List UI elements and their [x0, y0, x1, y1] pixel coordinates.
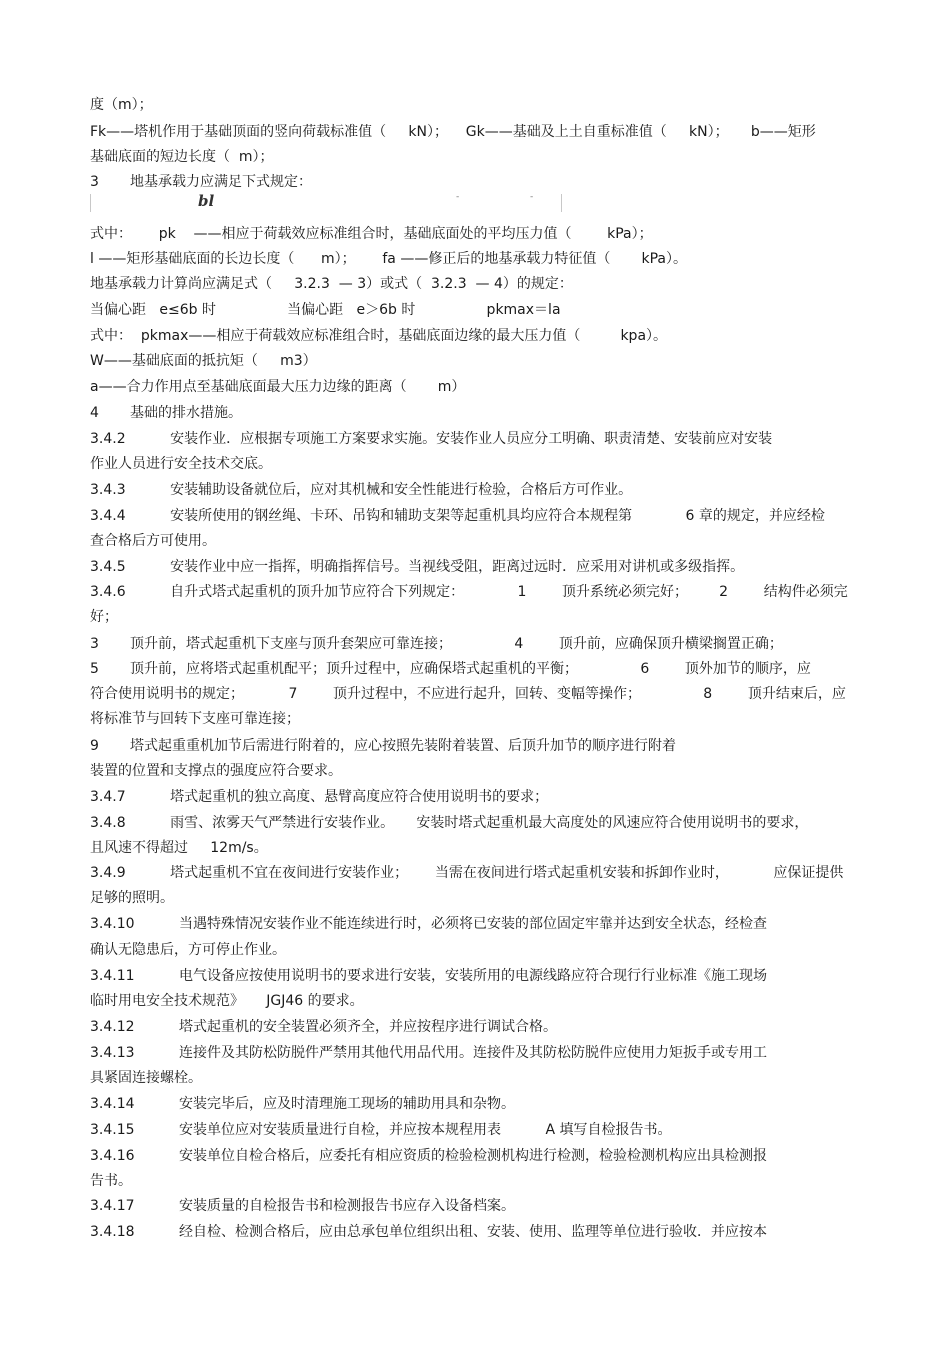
text-line-38: 具紧固连接螺栓。: [90, 1070, 202, 1086]
text-line-8: 当偏心距 e≤6b 时 当偏心距 e＞6b 时 pkmax＝la: [90, 302, 561, 318]
text-line-14: 作业人员进行安全技术交底。: [90, 456, 272, 472]
text-line-17: 查合格后方可使用。: [90, 533, 216, 549]
formula-image: [90, 192, 562, 214]
text-line-7: 地基承载力计算尚应满足式（ 3.2.3 — 3）或式（ 3.2.3 — 4）的规定：: [90, 276, 573, 292]
text-line-42: 告书。: [90, 1173, 132, 1189]
text-line-10: W——基础底面的抵抗矩（ m3）: [90, 353, 317, 369]
text-line-12: 4 基础的排水措施。: [90, 405, 243, 421]
formula-tick-b: -: [530, 192, 534, 202]
formula-left-bracket: [90, 194, 91, 212]
text-line-11: a——合力作用点至基础底面最大压力边缘的距离（ m）: [90, 379, 466, 395]
formula-right-bracket: [561, 194, 562, 212]
text-line-23: 符合使用说明书的规定； 7 顶升过程中，不应进行起升，回转、变幅等操作； 8 顶升结束后，应: [90, 686, 846, 702]
text-line-16: 3.4.4 安装所使用的钢丝绳、卡环、吊钩和辅助支架等起重机具均应符合本规程第 6 章的规定，并应经检: [90, 508, 825, 524]
text-line-36: 3.4.12 塔式起重机的安全装置必须齐全，并应按程序进行调试合格。: [90, 1019, 558, 1035]
text-line-6: l ——矩形基础底面的长边长度（ m）； fa ——修正后的地基承载力特征值（ kPa）。: [90, 251, 687, 267]
text-line-28: 3.4.8 雨雪、浓雾天气严禁进行安装作业。 安装时塔式起重机最大高度处的风速应符合使用说明书的要求，: [90, 815, 809, 831]
text-line-35: 临时用电安全技术规范》 JGJ46 的要求。: [90, 993, 364, 1009]
text-line-4: 3 地基承载力应满足下式规定：: [90, 174, 313, 190]
text-line-3: 基础底面的短边长度（ m）；: [90, 149, 274, 165]
text-line-43: 3.4.17 安装质量的自检报告书和检测报告书应存入设备档案。: [90, 1198, 516, 1214]
text-line-29: 且风速不得超过 12m/s。: [90, 840, 268, 856]
text-line-5: 式中： pk ——相应于荷载效应标准组合时，基础底面处的平均压力值（ kPa）；: [90, 226, 653, 242]
text-line-1: 度（m）；: [90, 97, 153, 113]
text-line-2: Fk——塔机作用于基础顶面的竖向荷载标准值（ kN）； Gk——基础及上土自重标准值（ kN）； b——矩形: [90, 124, 816, 140]
text-line-40: 3.4.15 安装单位应对安装质量进行自检，并应按本规程用表 A 填写自检报告书。: [90, 1122, 672, 1138]
text-line-24: 将标准节与回转下支座可靠连接；: [90, 711, 300, 727]
formula-fragment: bl: [198, 192, 215, 210]
text-line-19: 3.4.6 自升式塔式起重机的顶升加节应符合下列规定： 1 顶升系统必须完好； 2 结构件必须完: [90, 584, 848, 600]
text-line-37: 3.4.13 连接件及其防松防脱件严禁用其他代用品代用。连接件及其防松防脱件应使用力矩扳手或专用工: [90, 1045, 768, 1061]
text-line-39: 3.4.14 安装完毕后，应及时清理施工现场的辅助用具和杂物。: [90, 1096, 516, 1112]
text-line-26: 装置的位置和支撑点的强度应符合要求。: [90, 763, 342, 779]
text-line-27: 3.4.7 塔式起重机的独立高度、悬臂高度应符合使用说明书的要求；: [90, 789, 549, 805]
text-line-34: 3.4.11 电气设备应按使用说明书的要求进行安装，安装所用的电源线路应符合现行行业标准《施工现场: [90, 968, 768, 984]
text-line-25: 9 塔式起重重机加节后需进行附着的，应心按照先装附着装置、后顶升加节的顺序进行附着: [90, 738, 677, 754]
text-line-9: 式中： pkmax——相应于荷载效应标准组合时，基础底面边缘的最大压力值（ kpa）。: [90, 328, 668, 344]
formula-tick-a: -: [456, 192, 460, 202]
text-line-33: 确认无隐患后，方可停止作业。: [90, 942, 286, 958]
text-line-21: 3 顶升前，塔式起重机下支座与顶升套架应可靠连接； 4 顶升前，应确保顶升横梁搁置正确；: [90, 636, 783, 652]
text-line-30: 3.4.9 塔式起重机不宜在夜间进行安装作业； 当需在夜间进行塔式起重机安装和拆卸作业时， 应保证提供: [90, 865, 844, 881]
text-line-13: 3.4.2 安装作业．应根据专项施工方案要求实施。安装作业人员应分工明确、职责清楚、安装前应对安装: [90, 431, 773, 447]
text-line-32: 3.4.10 当遇特殊情况安装作业不能连续进行时，必须将已安装的部位固定牢靠并达到安全状态，经检查: [90, 916, 768, 932]
text-line-18: 3.4.5 安装作业中应一指挥，明确指挥信号。当视线受阻，距离过远时．应采用对讲机或多级指挥。: [90, 559, 745, 575]
text-line-41: 3.4.16 安装单位自检合格后，应委托有相应资质的检验检测机构进行检测，检验检测机构应出具检测报: [90, 1148, 768, 1164]
text-line-44: 3.4.18 经自检、检测合格后，应由总承包单位组织出租、安装、使用、监理等单位进行验收．并应按本: [90, 1224, 768, 1240]
text-line-22: 5 顶升前，应将塔式起重机配平；顶升过程中，应确保塔式起重机的平衡； 6 顶外加节的顺序，应: [90, 661, 811, 677]
text-line-20: 好；: [90, 609, 118, 625]
text-line-15: 3.4.3 安装辅助设备就位后，应对其机械和安全性能进行检验，合格后方可作业。: [90, 482, 633, 498]
text-line-31: 足够的照明。: [90, 890, 174, 906]
